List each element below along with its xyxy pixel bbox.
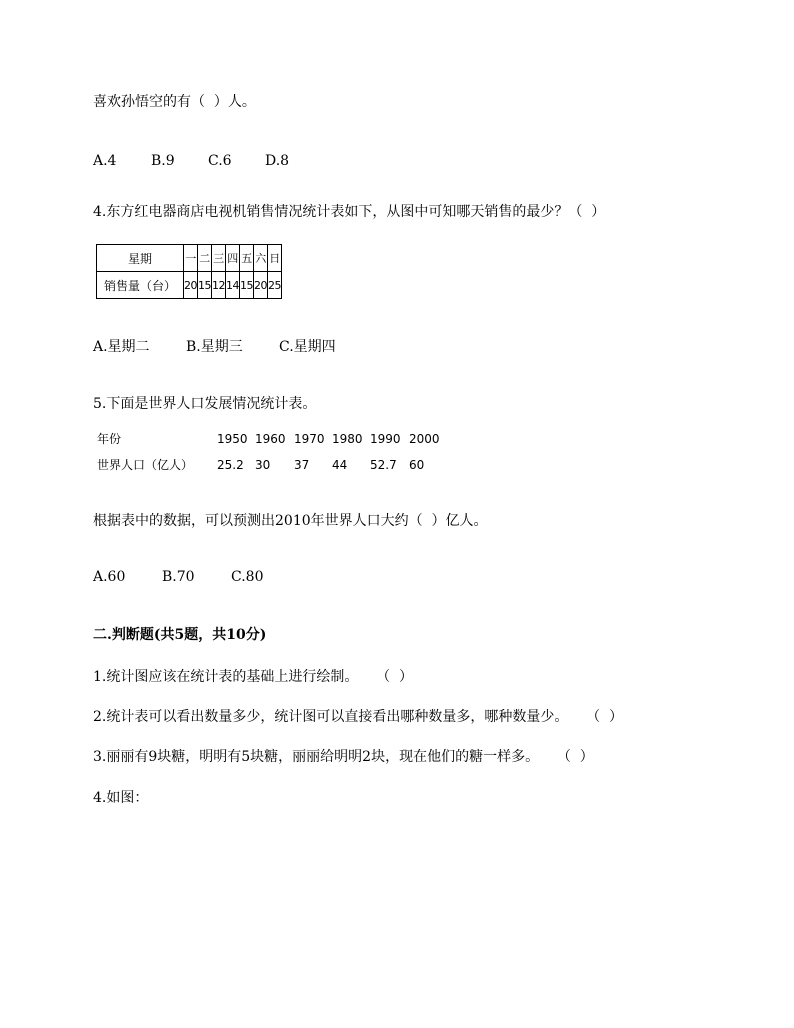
population-value: 30	[255, 458, 271, 472]
year-value: 2000	[409, 432, 440, 446]
q5-population-table	[97, 431, 457, 471]
q3-tail-text: 喜欢孙悟空的有（ ）人。	[93, 94, 256, 110]
q5-option-c: C.80	[231, 569, 264, 585]
population-value: 37	[294, 458, 310, 472]
table-row	[97, 245, 282, 272]
population-label: 世界人口（亿人）	[97, 458, 194, 472]
q5-question-text: 5.下面是世界人口发展情况统计表。	[93, 396, 317, 412]
weekday-cell: 三	[212, 245, 226, 272]
sales-cell: 20	[254, 272, 268, 299]
q5-options	[93, 568, 263, 586]
population-value: 44	[332, 458, 348, 472]
population-value: 52.7	[370, 458, 397, 472]
q4-option-b: B.星期三	[186, 339, 243, 355]
year-value: 1990	[370, 432, 401, 446]
year-value: 1970	[294, 432, 325, 446]
q4-options	[93, 338, 336, 356]
year-label: 年份	[97, 432, 122, 446]
weekday-cell: 六	[254, 245, 268, 272]
judge-item-1: 1.统计图应该在统计表的基础上进行绘制。 （ ）	[93, 669, 414, 685]
sales-cell: 15	[198, 272, 212, 299]
q5-option-a: A.60	[93, 569, 126, 585]
q4-sales-table	[96, 244, 282, 299]
table-row	[97, 272, 282, 299]
q5-prediction-question: 根据表中的数据，可以预测出2010年世界人口大约（ ）亿人。	[93, 513, 488, 529]
sales-cell: 14	[226, 272, 240, 299]
q4-option-c: C.星期四	[279, 339, 336, 355]
sales-cell: 25	[268, 272, 282, 299]
weekday-cell: 五	[240, 245, 254, 272]
year-value: 1950	[217, 432, 248, 446]
q5-option-b: B.70	[162, 569, 195, 585]
population-value: 60	[409, 458, 425, 472]
weekday-cell: 二	[198, 245, 212, 272]
year-value: 1960	[255, 432, 286, 446]
judge-item-2: 2.统计表可以看出数量多少，统计图可以直接看出哪种数量多，哪种数量少。 （ ）	[93, 709, 624, 725]
sales-cell: 12	[212, 272, 226, 299]
sales-cell: 20	[184, 272, 198, 299]
weekday-cell: 日	[268, 245, 282, 272]
q4-option-a: A.星期二	[93, 339, 150, 355]
population-value: 25.2	[217, 458, 244, 472]
year-value: 1980	[332, 432, 363, 446]
weekday-cell: 四	[226, 245, 240, 272]
table-header-sales: 销售量（台）	[97, 272, 184, 299]
table-header-weekday: 星期	[97, 245, 184, 272]
q4-question-text: 4.东方红电器商店电视机销售情况统计表如下，从图中可知哪天销售的最少？（ ）	[93, 204, 606, 220]
judge-item-3: 3.丽丽有9块糖，明明有5块糖，丽丽给明明2块，现在他们的糖一样多。 （ ）	[93, 749, 594, 765]
judge-item-4: 4.如图：	[93, 790, 149, 806]
section2-title: 二.判断题(共5题，共10分)	[93, 627, 267, 643]
q3-option-b: B.9	[151, 153, 175, 169]
q3-option-c: C.6	[208, 153, 232, 169]
weekday-cell: 一	[184, 245, 198, 272]
q3-option-a: A.4	[93, 153, 117, 169]
q3-option-d: D.8	[265, 153, 290, 169]
sales-cell: 15	[240, 272, 254, 299]
q3-options	[93, 152, 289, 170]
